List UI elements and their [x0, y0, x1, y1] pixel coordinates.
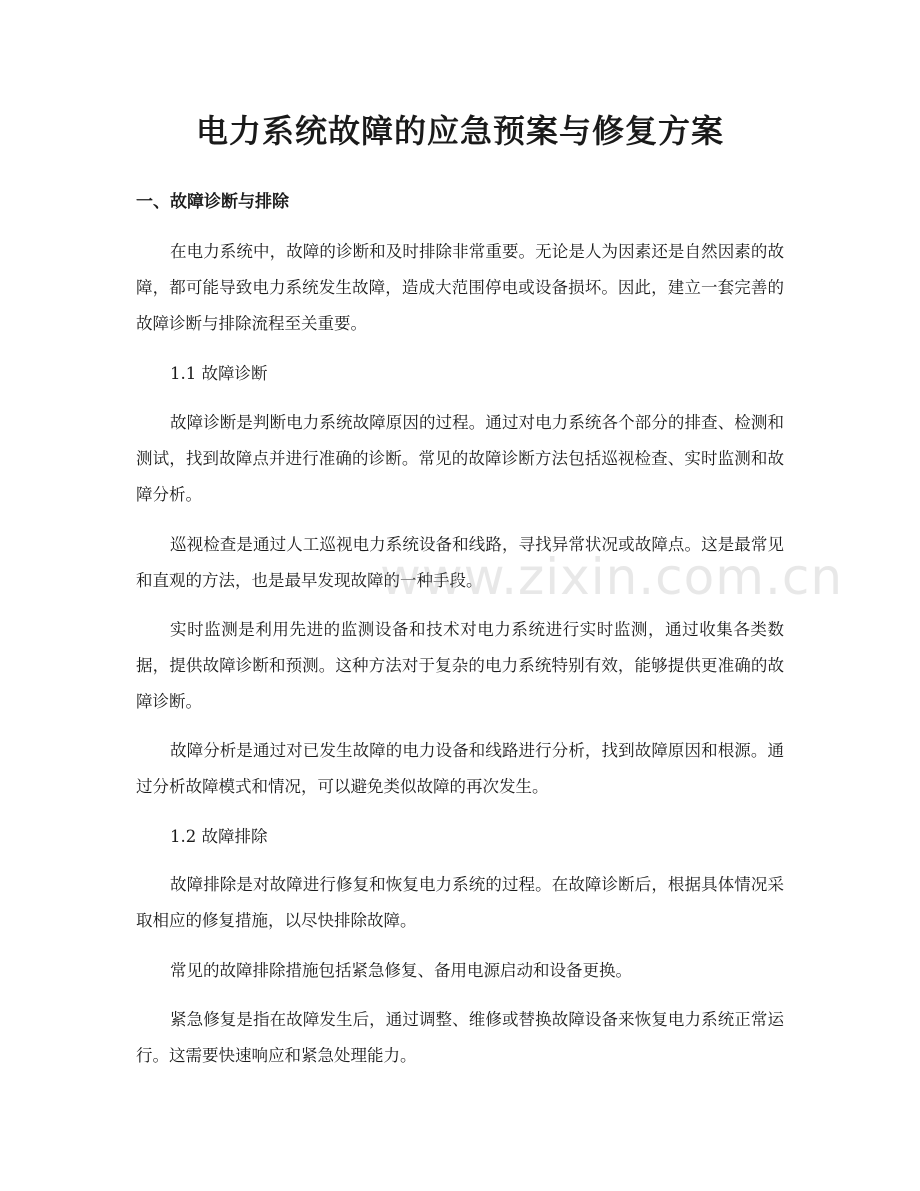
paragraph-patrol-inspection: 巡视检查是通过人工巡视电力系统设备和线路，寻找异常状况或故障点。这是最常见和直观的方法，也是最早发现故障的一种手段。: [136, 535, 784, 590]
paragraph-common-measures: 常见的故障排除措施包括紧急修复、备用电源启动和设备更换。: [170, 961, 632, 980]
section-heading-1: 一、故障诊断与排除: [136, 192, 289, 212]
paragraph-emergency-repair: 紧急修复是指在故障发生后，通过调整、维修或替换故障设备来恢复电力系统正常运行。这需要快速响应和紧急处理能力。: [136, 1010, 784, 1065]
paragraph-troubleshooting-definition: 故障排除是对故障进行修复和恢复电力系统的过程。在故障诊断后，根据具体情况采取相应的修复措施，以尽快排除故障。: [136, 875, 784, 930]
intro-paragraph: 在电力系统中，故障的诊断和及时排除非常重要。无论是人为因素还是自然因素的故障，都可能导致电力系统发生故障，造成大范围停电或设备损坏。因此，建立一套完善的故障诊断与排除流程至关重要。: [136, 242, 784, 333]
subsection-heading-1-1: 1.1 故障诊断: [170, 364, 268, 383]
paragraph-fault-analysis: 故障分析是通过对已发生故障的电力设备和线路进行分析，找到故障原因和根源。通过分析故障模式和情况，可以避免类似故障的再次发生。: [136, 741, 784, 796]
paragraph-diagnosis-definition: 故障诊断是判断电力系统故障原因的过程。通过对电力系统各个部分的排查、检测和测试，找到故障点并进行准确的诊断。常见的故障诊断方法包括巡视检查、实时监测和故障分析。: [136, 413, 784, 504]
subsection-heading-1-2: 1.2 故障排除: [170, 827, 268, 846]
document-title: 电力系统故障的应急预案与修复方案: [195, 112, 724, 150]
paragraph-realtime-monitoring: 实时监测是利用先进的监测设备和技术对电力系统进行实时监测，通过收集各类数据，提供故障诊断和预测。这种方法对于复杂的电力系统特别有效，能够提供更准确的故障诊断。: [136, 620, 784, 711]
watermark: www.zixin.com.cn: [380, 548, 844, 606]
